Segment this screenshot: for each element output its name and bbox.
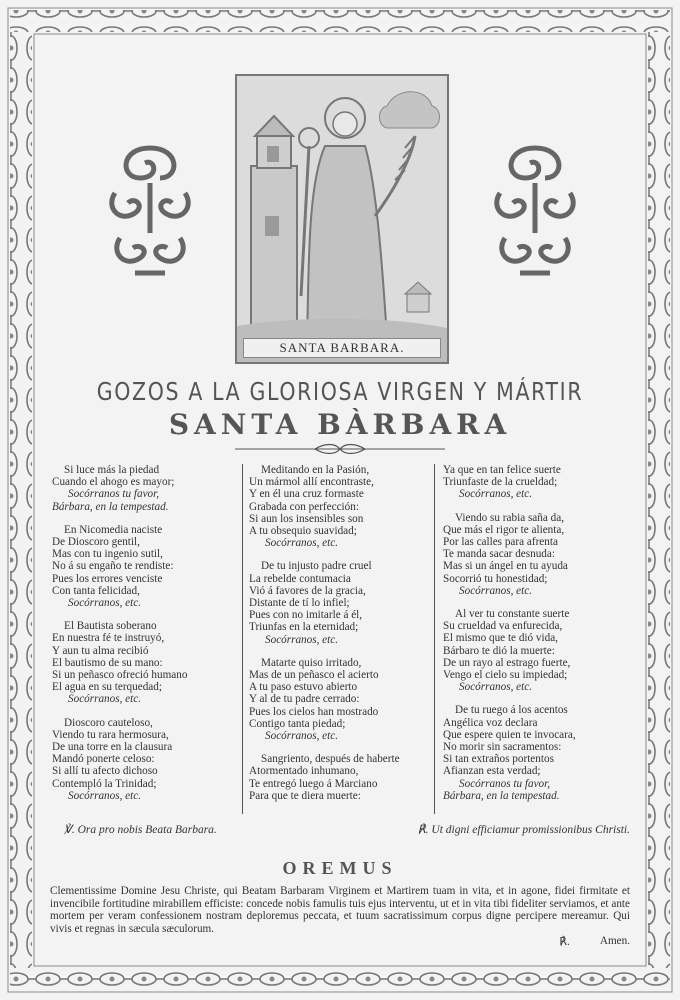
verse-line: Pues con no imitarle á él,: [249, 609, 363, 622]
verse-line: Que espere quien te invocara,: [443, 728, 576, 741]
prayer-text: Clementissime Domine Jesu Christe, qui Beatam Barbaram Virginem et Martirem tuam in vita, et in agone, fidei firmitate et invencibile fortitudine mirabillem efficiste: concede nobis famulis tuis ejus interventu, ut et in vita tibi fideliter serviamos, et ante mortem per veram confessionem nostram deploremus peccata, et tuum sacratissimum corpus digne percipere mereamur. Qui vivis et regnas in sæcula sæculorum.: [50, 885, 630, 935]
verse-line: A tu paso estuvo abierto: [249, 681, 358, 694]
verse-column-1: [40, 464, 242, 814]
verse-line: Y al de tu padre cerrado:: [249, 693, 360, 706]
verse-line: Contigo tanta piedad;: [249, 717, 346, 730]
stanza: [443, 464, 640, 501]
verse-line: Te manda sacar desnuda:: [443, 548, 555, 561]
prayer-ending: [40, 935, 630, 948]
response: ℟. Ut digni efficiamur promissionibus Christi.: [417, 824, 630, 836]
title-divider: [40, 442, 640, 456]
verse-line: Vió á favores de la gracia,: [249, 584, 366, 597]
verse-line: Pues los cielos han mostrado: [249, 705, 379, 718]
stanza: [52, 620, 242, 705]
versicle-response: [64, 822, 630, 836]
verse-line: Contempló la Trinidad;: [52, 777, 157, 790]
verse-line: Mas si un ángel en tu ayuda: [443, 560, 568, 573]
verse-line: Viendo su rabia saña da,: [455, 511, 564, 524]
verse-line: Grabada con perfección:: [249, 500, 359, 513]
verse-line: Por las calles para afrenta: [443, 536, 558, 549]
verse-line: Y aun tu alma recibió: [52, 644, 149, 657]
oremus-heading: OREMUS: [282, 858, 398, 878]
stanza: [52, 464, 242, 513]
verse-column-3: [435, 464, 640, 814]
engraving-caption: SANTA BARBARA.: [243, 338, 441, 358]
verse-line: De un rayo al estrago fuerte,: [443, 656, 571, 669]
verse-line: Mas de un peñasco el acierto: [249, 669, 379, 682]
stanza: [249, 560, 434, 645]
refrain-line: Socórranos, etc.: [459, 584, 533, 597]
verse-line: Vengo el cielo su impiedad;: [443, 669, 568, 682]
verse-line: Con tanta felicidad,: [52, 584, 140, 597]
stanza: [52, 524, 242, 609]
stanza: [443, 608, 640, 693]
verse-line: Si aun los insensibles son: [249, 512, 364, 525]
verse-line: Si luce más la piedad: [64, 464, 160, 476]
verse-line: No á su engaño te rendiste:: [52, 560, 174, 573]
refrain-line: Socórranos, etc.: [459, 488, 533, 501]
verse-line: Ya que en tan felice suerte: [443, 464, 561, 476]
verse-line: Su crueldad va enfurecida,: [443, 620, 563, 633]
verse-line: Matarte quiso irritado,: [261, 656, 362, 669]
verse-line: A tu obsequio suavidad;: [249, 525, 357, 538]
refrain-line: Bárbara, en la tempestad.: [443, 789, 560, 802]
verse-line: Que más el rigor te alienta,: [443, 523, 565, 536]
header-area: [40, 40, 640, 370]
stanza: [249, 657, 434, 742]
verse-line: Viendo tu rara hermosura,: [52, 728, 169, 741]
verse-line: Distante de tí lo infiel;: [249, 597, 350, 610]
refrain-line: Bárbara, en la tempestad.: [52, 500, 169, 513]
verses: [40, 464, 640, 814]
divider-flourish: [235, 443, 445, 455]
page-content: [40, 40, 640, 968]
verse-line: Si tan extraños portentos: [443, 753, 554, 766]
verse-line: Meditando en la Pasión,: [261, 464, 370, 476]
verse-line: Si un peñasco ofreció humano: [52, 669, 188, 682]
verse-line: En Nicomedia naciste: [64, 523, 163, 536]
amen: Amen.: [599, 935, 630, 947]
verse-line: Y en él una cruz formaste: [249, 488, 364, 501]
verse-line: Dioscoro cauteloso,: [64, 716, 153, 729]
verse-line: El bautismo de su mano:: [52, 656, 163, 669]
verse-line: De tu injusto padre cruel: [261, 560, 372, 573]
response-mark: ℟.: [559, 936, 570, 948]
verse-line: Angélica voz declara: [443, 716, 538, 729]
verse-line: Al ver tu constante suerte: [455, 608, 570, 621]
refrain-line: Socórranos, etc.: [265, 730, 339, 743]
verse-line: Socorrió tu honestidad;: [443, 572, 548, 585]
verse-line: En nuestra fé te instruyó,: [52, 632, 165, 645]
refrain-line: Socórranos, etc.: [68, 693, 142, 706]
verse-line: De tu ruego á los acentos: [455, 704, 568, 717]
verse-line: De Dioscoro gentil,: [52, 536, 140, 549]
refrain-line: Socórranos, etc.: [265, 537, 339, 550]
title-line-1: GOZOS A LA GLORIOSA VIRGEN Y MÁRTIR: [96, 377, 584, 406]
refrain-line: Socórranos tu favor,: [68, 488, 160, 501]
verse-line: Atormentado inhumano,: [249, 765, 359, 778]
refrain-line: Socórranos, etc.: [265, 633, 339, 646]
verse-line: Para que te diera muerte:: [249, 789, 361, 802]
verse-line: Triunfaste de la crueldad;: [443, 476, 558, 489]
refrain-line: Socórranos tu favor,: [459, 777, 551, 790]
verse-line: Mas con tu ingenio sutil,: [52, 548, 163, 561]
saint-barbara-illustration: [237, 76, 447, 362]
verse-line: No morir sin sacramentos:: [443, 741, 562, 754]
verse-line: Pues los errores venciste: [52, 572, 163, 585]
scroll-ornament-left: [100, 138, 200, 278]
refrain-line: Socórranos, etc.: [68, 789, 142, 802]
verse-line: Mandó ponerte celoso:: [52, 753, 155, 766]
verse-line: Te entregó luego á Marciano: [249, 777, 378, 790]
stanza: [443, 704, 640, 802]
verse-line: La rebelde contumacia: [249, 572, 351, 585]
stanza: [249, 464, 434, 549]
verse-line: El Bautista soberano: [64, 620, 157, 633]
verse-line: Triunfas en la eternidad;: [249, 621, 359, 634]
verse-line: Si allí tu afecto dichoso: [52, 765, 158, 778]
stanza: [249, 753, 434, 802]
verse-column-2: [242, 464, 435, 814]
verse-line: Sangriento, después de haberte: [261, 753, 400, 766]
refrain-line: Socórranos, etc.: [459, 681, 533, 694]
verse-line: El mismo que te dió vida,: [443, 632, 558, 645]
verse-line: Bárbaro te dió la muerte:: [443, 644, 555, 657]
refrain-line: Socórranos, etc.: [68, 597, 142, 610]
verse-line: Un mármol allí encontraste,: [249, 476, 374, 489]
verse-line: Cuando el ahogo es mayor;: [52, 476, 175, 489]
stanza: [443, 512, 640, 597]
verse-line: El agua en su terquedad;: [52, 681, 162, 694]
verse-line: Afianzan esta verdad;: [443, 765, 541, 778]
scroll-ornament-right: [485, 138, 585, 278]
stanza: [52, 717, 242, 802]
versicle: ℣. Ora pro nobis Beata Barbara.: [64, 824, 217, 836]
saint-engraving: [235, 74, 449, 364]
title-line-2: SANTA BÀRBARA: [168, 408, 512, 441]
verse-line: De una torre en la clausura: [52, 741, 173, 754]
